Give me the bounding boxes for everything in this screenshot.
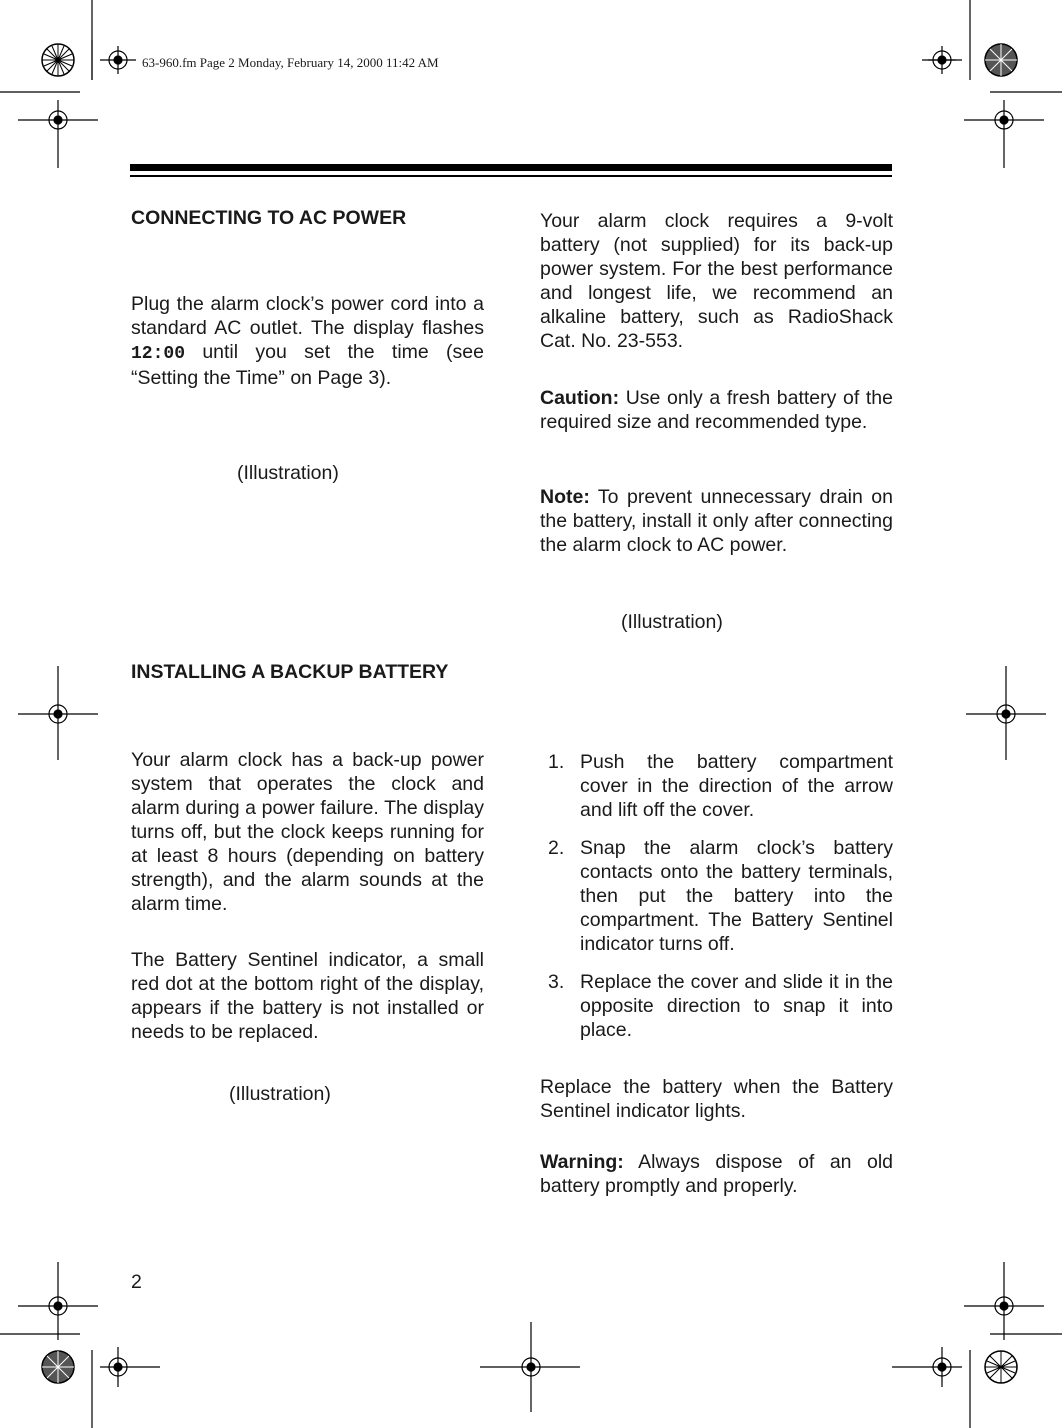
caution-text: Use only a fresh battery of the required size and recommended type. [540, 387, 893, 433]
step-item [540, 970, 893, 1042]
step-item [540, 750, 893, 822]
installing-paragraph-2: The Battery Sentinel indicator, a small red dot at the bottom right of the display, appears if the battery is not installed or needs to be replaced. [131, 949, 484, 1043]
crosshair-icon [100, 1347, 160, 1387]
connecting-title: CONNECTING TO AC POWER [131, 207, 407, 229]
display-code: 12:00 [131, 344, 186, 364]
step-number: 1. [548, 751, 565, 773]
step-text: Replace the cover and slide it in the opposite direction to snap it into place. [580, 971, 893, 1041]
caution-paragraph [540, 386, 893, 434]
note-label: Note: [540, 486, 590, 508]
crosshair-icon [18, 100, 98, 168]
step-text: Push the battery compartment cover in the direction of the arrow and lift off the cover. [580, 751, 893, 821]
crosshair-icon [892, 1347, 962, 1387]
note-text: To prevent unnecessary drain on the battery, install it only after connecting the alarm clock to AC power. [540, 486, 893, 556]
top-rule-thick [130, 164, 892, 171]
connecting-paragraph [131, 292, 484, 390]
warning-text: Always dispose of an old battery promptly and properly. [540, 1151, 893, 1197]
crosshair-icon [964, 1262, 1044, 1340]
top-rule-thin [130, 175, 892, 177]
crosshair-icon [922, 46, 962, 74]
step-number: 2. [548, 837, 565, 859]
crosshair-icon [966, 666, 1046, 760]
connecting-text-end: until you set the time (see “Setting the Time” on Page 3). [131, 341, 484, 389]
crosshair-icon [480, 1322, 580, 1412]
page-number: 2 [131, 1271, 142, 1293]
starburst-target-icon [985, 44, 1017, 76]
crosshair-icon [18, 1262, 98, 1340]
installation-steps [540, 750, 893, 1056]
crosshair-icon [92, 40, 136, 80]
installing-title: INSTALLING A BACKUP BATTERY [131, 661, 449, 683]
starburst-target-icon [42, 44, 74, 76]
crosshair-icon [18, 666, 98, 760]
note-paragraph [540, 485, 893, 557]
installing-paragraph-1: Your alarm clock has a back-up power system that operates the clock and alarm during a power failure. The display turns off, but the clock keeps running for at least 8 hours (depending on battery strength), and the alarm sounds at the alarm time. [131, 749, 484, 915]
illustration-placeholder-3: (Illustration) [621, 611, 723, 633]
replace-paragraph: Replace the battery when the Battery Sentinel indicator lights. [540, 1076, 893, 1122]
illustration-placeholder-1: (Illustration) [237, 462, 339, 484]
warning-label: Warning: [540, 1151, 624, 1173]
connecting-text-start: Plug the alarm clock’s power cord into a standard AC outlet. The display flashes [131, 293, 484, 339]
step-item [540, 836, 893, 956]
starburst-target-icon [42, 1351, 74, 1383]
illustration-placeholder-2: (Illustration) [229, 1083, 331, 1105]
file-info-header: 63-960.fm Page 2 Monday, February 14, 2000 11:42 AM [142, 55, 439, 70]
crosshair-icon [964, 100, 1044, 168]
step-number: 3. [548, 971, 565, 993]
caution-label: Caution: [540, 387, 620, 409]
warning-paragraph [540, 1150, 893, 1198]
step-text: Snap the alarm clock’s battery contacts onto the battery terminals, then put the battery into the compartment. The Battery Sentinel indicator turns off. [580, 837, 893, 955]
starburst-target-icon [985, 1351, 1017, 1383]
battery-requirement-paragraph: Your alarm clock requires a 9-volt battery (not supplied) for its back-up power system. For the best performance and longest life, we recommend an alkaline battery, such as RadioShack Cat. No. 23-553. [540, 210, 893, 352]
